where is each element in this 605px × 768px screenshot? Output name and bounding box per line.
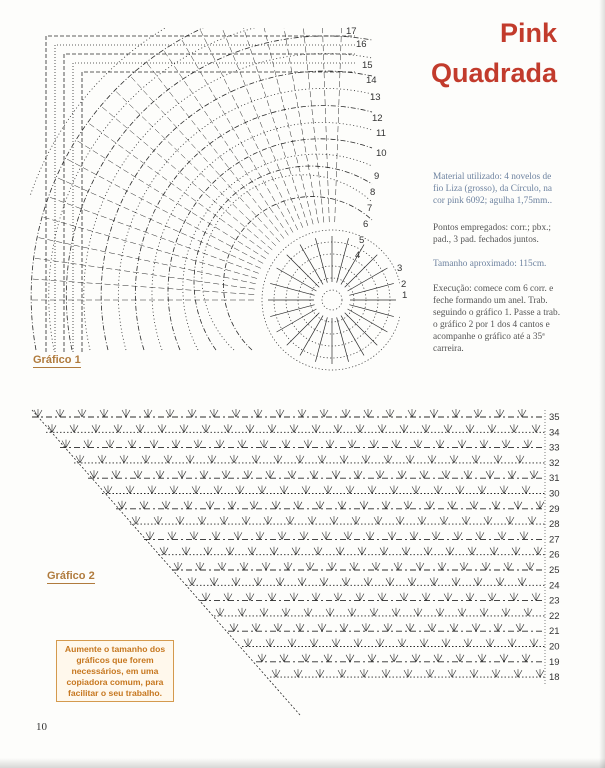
grafico-2-row-number: 26 [549,549,560,561]
grafico-1-row-number: 4 [355,250,361,261]
grafico-2-row-number: 32 [549,457,560,469]
grafico-1-row-number: 10 [376,148,387,159]
title-line-2: Quadrada [430,58,557,88]
grafico-2-row-number: 18 [549,672,560,684]
page-edge-shadow [599,0,605,768]
grafico-1-row-numbers [346,26,407,301]
grafico-1-row-number: 17 [346,26,357,37]
grafico-2-row-number: 23 [549,595,560,607]
execucao-text: Execução: comece com 6 corr. e feche formando um anel. Trab. seguindo o gráfico 1. Passe a trab. o gráfico 2 por 1 dos 4 cantos e acompanhe o gráfico até a 35ª carreira. [433,284,561,354]
enlarge-tip-box: Aumente o tamanho dos gráficos que forem necessários, em uma copiadora comum, para facilitar o seu trabalho. [56,640,174,702]
grafico-2-row-number: 22 [549,610,560,622]
grafico-1-row-number: 2 [401,279,407,290]
grafico-1-label: Gráfico 1 [33,354,81,366]
page-bottom-shadow [0,758,605,768]
grafico-2-row-number: 27 [549,534,560,546]
grafico-1-row-number: 9 [374,171,380,182]
grafico-2-row-numbers [549,412,560,683]
grafico-2-row-number: 19 [549,656,560,668]
grafico-2-row-number: 28 [549,519,560,531]
grafico-2-label: Gráfico 2 [47,570,95,582]
title-line-1: Pink [499,18,557,48]
grafico-2-row-number: 21 [549,626,560,638]
grafico-1-row-number: 12 [372,113,383,124]
grafico-1-row-number: 11 [376,128,386,139]
grafico-2-row-number: 34 [549,427,560,439]
grafico-1-row-number: 8 [370,187,376,198]
grafico-1-row-number: 15 [362,60,373,71]
grafico-2-row-number: 20 [549,641,560,653]
grafico-2-row-number: 33 [549,442,560,454]
grafico-1-row-number: 16 [356,39,367,50]
grafico-1-row-number: 5 [359,235,365,246]
grafico-1-row-number: 6 [363,219,369,230]
grafico-1-row-number: 1 [402,290,408,301]
grafico-2-row-number: 25 [549,565,560,576]
grafico-1-row-number: 14 [366,75,377,86]
material-text: Material utilizado: 4 novelos de fio Liza (grosso), da Círculo, na cor pink 6092; agulha 1,75mm.. [433,172,553,206]
tamanho-text: Tamanho aproximado: 115cm. [433,259,547,269]
grafico-2-row-number: 29 [549,503,560,515]
grafico-2-row-number: 24 [549,580,560,592]
grafico-2-row-number: 30 [549,488,560,500]
grafico-1-row-number: 3 [397,263,403,274]
pontos-text: Pontos empregados: corr.; pbx.; pad., 3 pad. fechados juntos. [433,223,552,245]
grafico-1-diagram [13,0,402,370]
grafico-2-row-number: 35 [549,412,560,423]
grafico-2-row-number: 31 [549,473,560,485]
page-number: 10 [36,721,47,733]
grafico-1-row-number: 7 [367,203,373,214]
grafico-1-row-number: 13 [370,92,381,103]
